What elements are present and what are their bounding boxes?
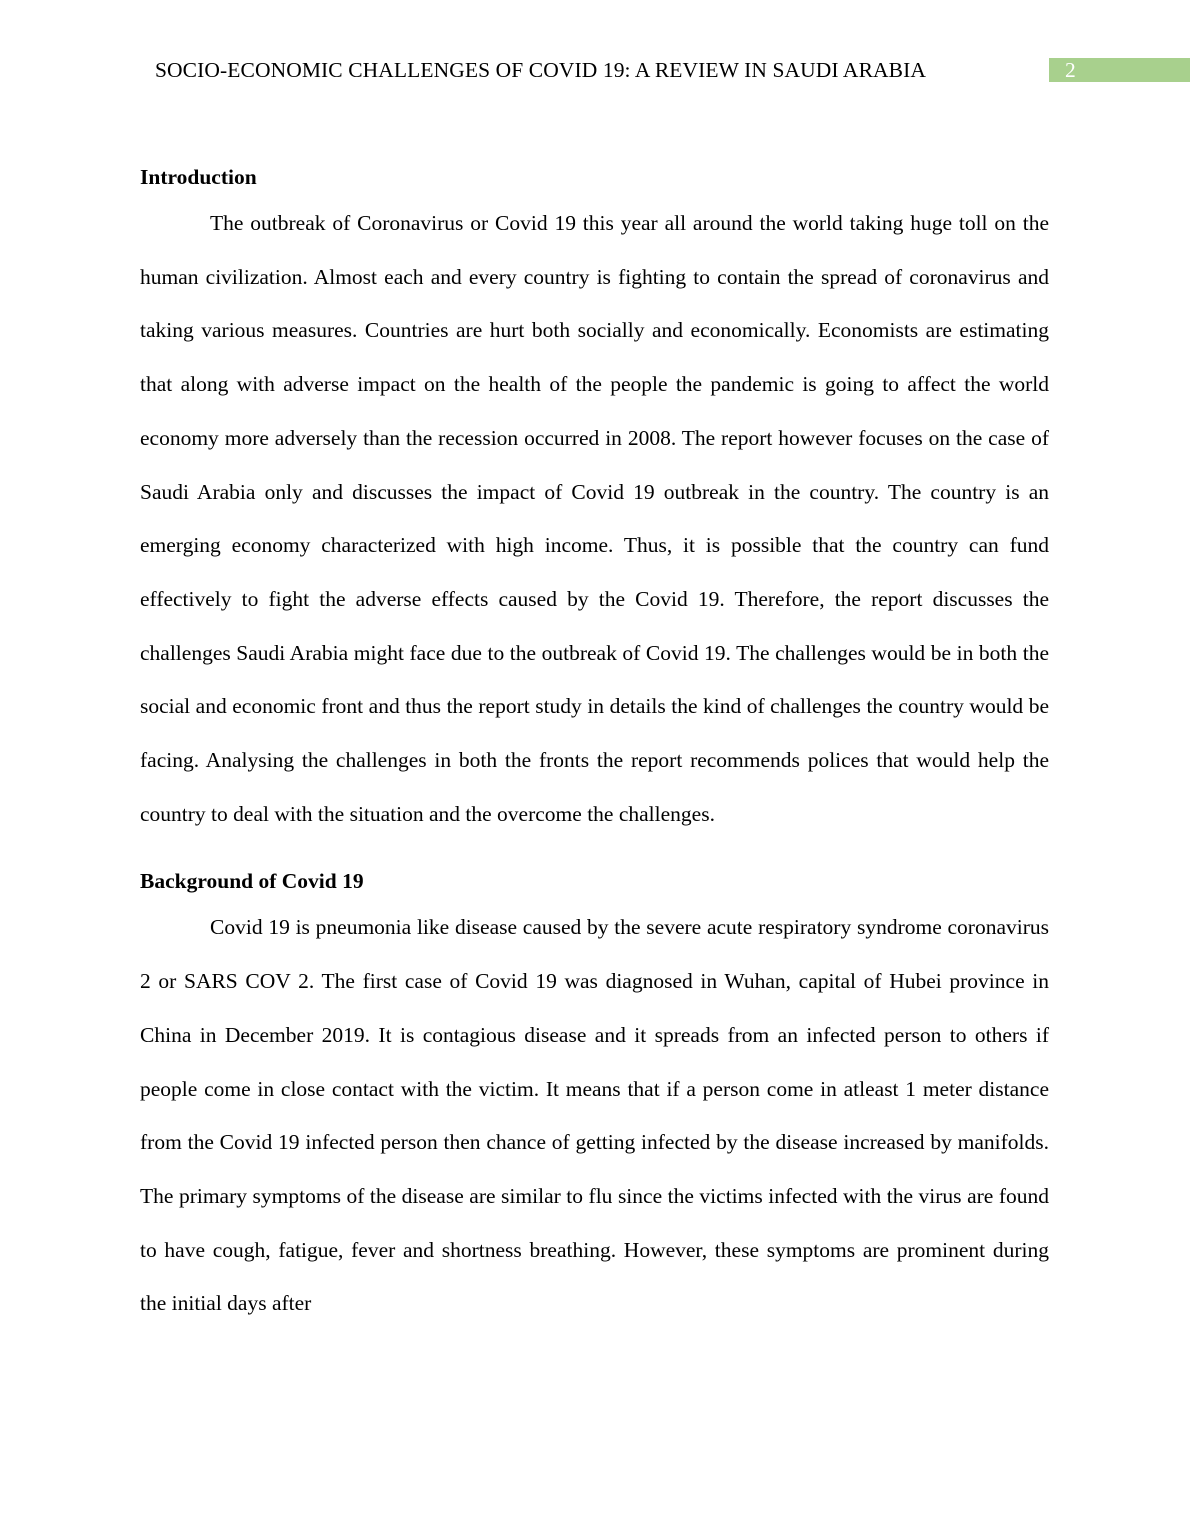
paragraph-background: Covid 19 is pneumonia like disease caused by the severe acute respiratory syndrome coronavirus 2 or SARS COV 2. The first case of Covid 19 was diagnosed in Wuhan, capital of Hubei province in China in December 2019. It is contagious disease and it spreads from an infected person to others if people come in close contact with the victim. It means that if a person come in atleast 1 meter distance from the Covid 19 infected person then chance of getting infected by the disease increased by manifolds. The primary symptoms of the disease are similar to flu since the victims infected with the virus are found to have cough, fatigue, fever and shortness breathing. However, these symptoms are prominent during the initial days after bbox=[140, 915, 1049, 1316]
paragraph-introduction: The outbreak of Coronavirus or Covid 19 this year all around the world taking huge toll on the human civilization. Almost each and every country is fighting to contain the spread of coronavirus and taking various measures. Countries are hurt both socially and economically. Economists are estimating that along with adverse impact on the health of the people the pandemic is going to affect the world economy more adversely than the recession occurred in 2008. The report however focuses on the case of Saudi Arabia only and discusses the impact of Covid 19 outbreak in the country. The country is an emerging economy characterized with high income. Thus, it is possible that the country can fund effectively to fight the adverse effects caused by the Covid 19. Therefore, the report discusses the challenges Saudi Arabia might face due to the outbreak of Covid 19. The challenges would be in both the social and economic front and thus the report study in details the kind of challenges the country would be facing. Analysing the challenges in both the fronts the report recommends polices that would help the country to deal with the situation and the overcome the challenges. bbox=[140, 211, 1049, 826]
section-heading-background: Background of Covid 19 bbox=[140, 869, 364, 894]
document-body bbox=[140, 160, 1049, 1331]
page-number-box bbox=[1049, 58, 1190, 82]
page-number: 2 bbox=[1065, 58, 1076, 82]
running-head: SOCIO-ECONOMIC CHALLENGES OF COVID 19: A REVIEW IN SAUDI ARABIA bbox=[155, 58, 926, 82]
section-heading-introduction: Introduction bbox=[140, 165, 257, 189]
